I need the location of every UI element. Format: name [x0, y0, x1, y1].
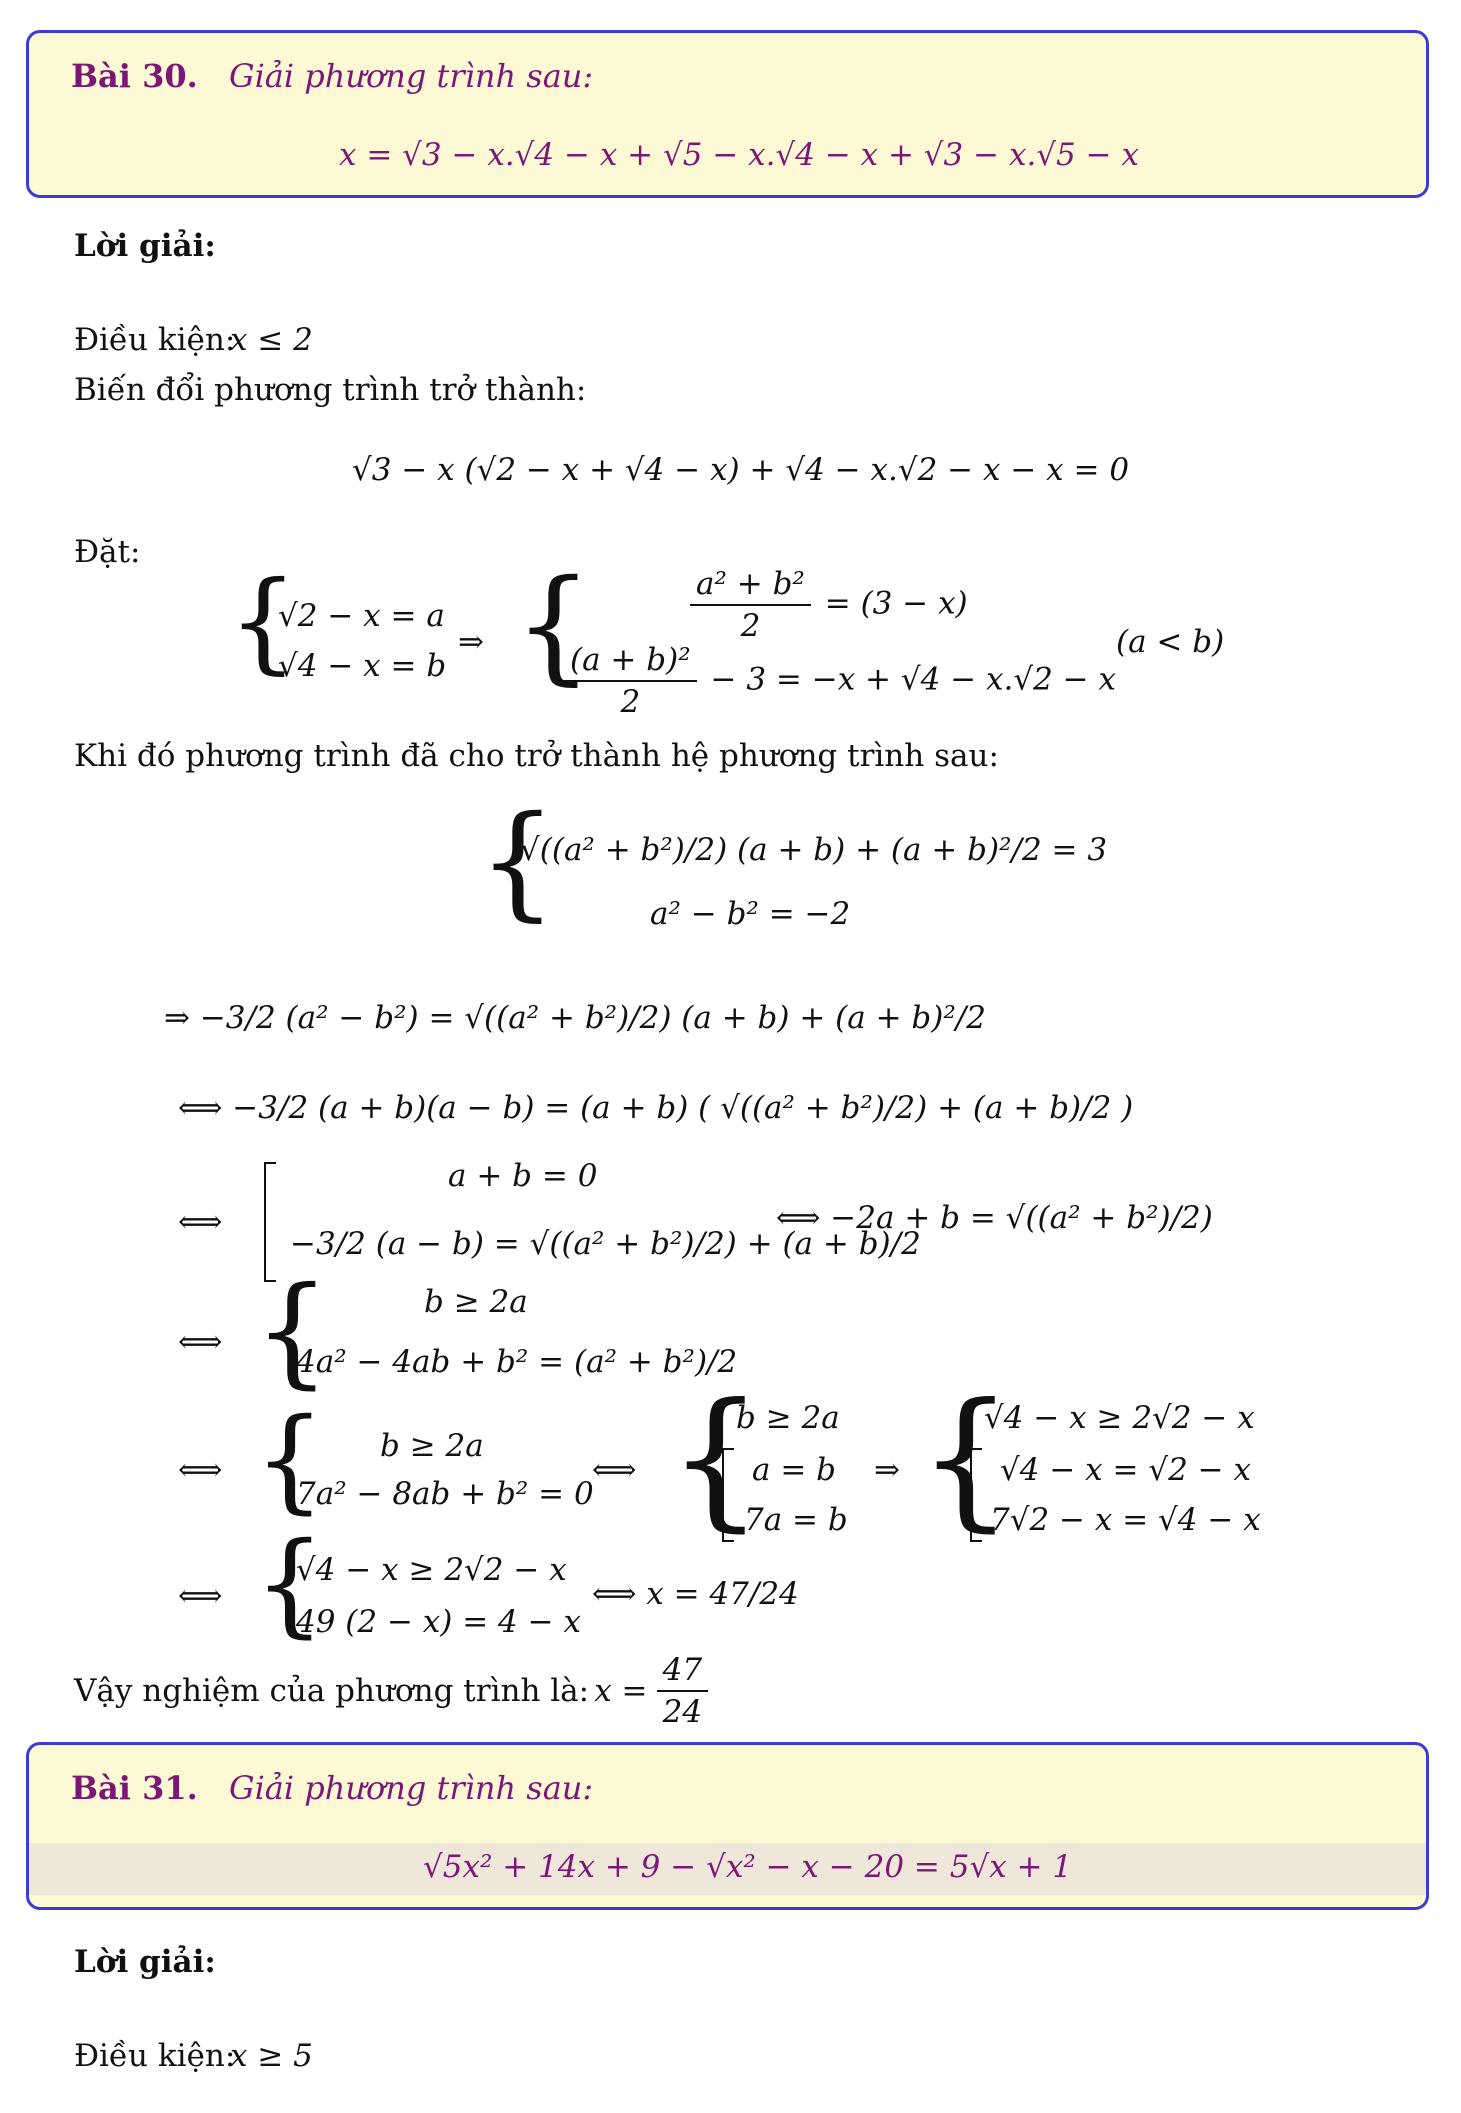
- system-row-1: $\frac{\text{a² + b²}}{2}$ = (3 − x): [686, 566, 968, 644]
- left-brace: {: [228, 557, 298, 685]
- problem-31-equation: √5x² + 14x + 9 − √x² − x − 20 = 5√x + 1: [423, 1849, 1073, 1885]
- step-3-iff: ⟺: [178, 1204, 223, 1240]
- condition-label: Điều kiện:: [74, 322, 236, 358]
- left-brace: {: [254, 1262, 331, 1401]
- transformed-equation: √3 − x (√2 − x + √4 − x) + √4 − x.√2 − x − x = 0: [352, 452, 1130, 488]
- main-system-row-1: √((a² + b²)/2) (a + b) + (a + b)²/2 = 3: [520, 832, 1108, 868]
- step-3-row-2: −3/2 (a − b) = √((a² + b²)/2) + (a + b)/2: [290, 1226, 921, 1262]
- or-bracket: [970, 1448, 982, 1542]
- step-5-row-1: b ≥ 2a: [380, 1428, 484, 1464]
- step-5c-row-1: b ≥ 2a: [736, 1400, 840, 1436]
- conclusion-x: x =: [594, 1673, 648, 1709]
- condition-label-31: Điều kiện:: [74, 2038, 236, 2074]
- conclusion-fraction: $\frac{47}{24}$: [657, 1652, 708, 1730]
- condition-value: x ≤ 2: [230, 322, 313, 358]
- step-3-result: ⟺ −2a + b = √((a² + b²)/2): [776, 1200, 1213, 1236]
- problem-30-equation: x = √3 − x.√4 − x + √5 − x.√4 − x + √3 − x.√5 − x: [339, 137, 1139, 173]
- step-3-row-1: a + b = 0: [448, 1158, 598, 1194]
- set-label: Đặt:: [74, 534, 141, 570]
- system-intro-text: Khi đó phương trình đã cho trở thành hệ phương trình sau:: [74, 738, 999, 774]
- step-4-row-1: b ≥ 2a: [424, 1284, 528, 1320]
- left-brace: {: [254, 1519, 326, 1649]
- step-5c-row-3: 7a = b: [744, 1502, 848, 1538]
- step-4-iff: ⟺: [178, 1324, 223, 1360]
- condition-a-less-b: (a < b): [1116, 624, 1225, 660]
- problem-31-box: [26, 1742, 1429, 1910]
- problem-31-intro: Giải phương trình sau:: [229, 1769, 594, 1807]
- step-5d-row-3: 7√2 − x = √4 − x: [990, 1502, 1261, 1538]
- sub-a: √2 − x = a: [278, 598, 445, 634]
- system-row-2: $\frac{\text{(a + b)²}}{2}$ − 3 = −x + √4 − x.√2 − x: [560, 642, 1116, 720]
- problem-30-box: [26, 30, 1429, 198]
- step-6-row-2: 49 (2 − x) = 4 − x: [296, 1604, 581, 1640]
- left-brace: {: [514, 554, 593, 698]
- step-6-result: ⟺ x = 47/24: [592, 1576, 799, 1612]
- condition-value-31: x ≥ 5: [230, 2038, 313, 2074]
- step-4-row-2: 4a² − 4ab + b² = (a² + b²)/2: [296, 1344, 738, 1380]
- solution-31-heading: Lời giải:: [74, 1944, 216, 1980]
- solution-30-heading: Lời giải:: [74, 228, 216, 264]
- conclusion-label: Vậy nghiệm của phương trình là:: [74, 1673, 590, 1709]
- main-system-row-2: a² − b² = −2: [650, 896, 851, 932]
- left-brace: {: [668, 1372, 764, 1546]
- sub-b: √4 − x = b: [278, 648, 447, 684]
- step-6-row-1: √4 − x ≥ 2√2 − x: [296, 1552, 567, 1588]
- problem-30-intro: Giải phương trình sau:: [229, 57, 594, 95]
- left-brace: {: [478, 790, 557, 934]
- step-6-iff: ⟺: [178, 1578, 223, 1614]
- problem-31-title: Bài 31.: [71, 1769, 198, 1807]
- step-5-iff: ⟺: [178, 1452, 223, 1488]
- transform-text: Biến đổi phương trình trở thành:: [74, 372, 587, 408]
- implies-arrow: ⇒: [874, 1452, 900, 1488]
- step-2: ⟺ −3/2 (a + b)(a − b) = (a + b) ( √((a² + b²)/2) + (a + b)/2 ): [178, 1090, 1134, 1126]
- step-5d-row-1: √4 − x ≥ 2√2 − x: [984, 1400, 1255, 1436]
- step-1: ⇒ −3/2 (a² − b²) = √((a² + b²)/2) (a + b) + (a + b)²/2: [164, 1000, 986, 1036]
- step-5d-row-2: √4 − x = √2 − x: [1000, 1452, 1251, 1488]
- implies-arrow: ⇒: [458, 624, 484, 660]
- step-5-iff-2: ⟺: [592, 1452, 637, 1488]
- conclusion: [74, 1652, 712, 1730]
- left-brace: {: [918, 1372, 1014, 1546]
- step-5-row-2: 7a² − 8ab + b² = 0: [296, 1476, 594, 1512]
- problem-30-title: Bài 30.: [71, 57, 198, 95]
- left-brace: {: [254, 1395, 326, 1525]
- or-bracket: [722, 1448, 734, 1542]
- step-5c-row-2: a = b: [752, 1452, 837, 1488]
